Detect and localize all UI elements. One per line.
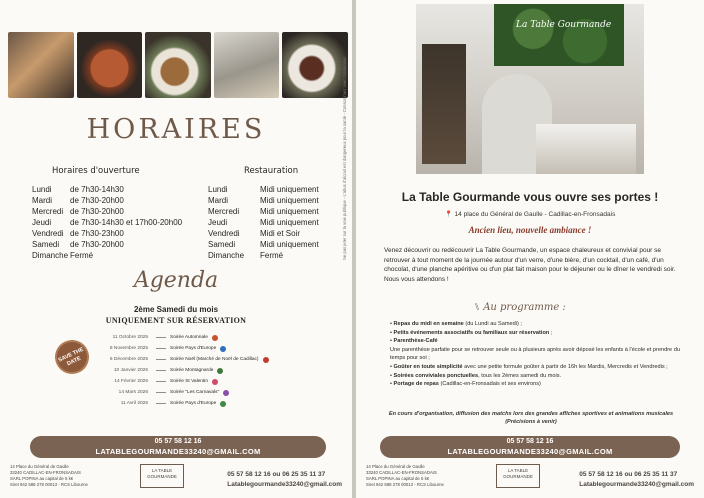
programme-item: [390, 346, 680, 363]
programme-item-title: Petits événements associatifs ou familiaux sur réservation: [393, 329, 550, 336]
event-row: [100, 354, 290, 365]
programme-item-text: (Cadillac-en-Fronsadais et ses environs): [438, 381, 541, 388]
programme-item-text: avec une petite formule goûter à partir de 16h les Mardis, Mercredis et Vendredis ;: [462, 363, 668, 370]
green-wall: [494, 4, 624, 66]
event-row: [100, 332, 290, 343]
programme-list: [390, 320, 680, 389]
footer-contact: [579, 470, 694, 490]
event-separator: [156, 370, 166, 371]
event-date: 11 Avril 2026: [120, 401, 148, 406]
contact-banner: [30, 436, 326, 458]
event-date: 14 Février 2026: [114, 379, 148, 384]
event-row: [100, 376, 290, 387]
photo-dish: [282, 32, 348, 98]
programme-item-text: ;: [549, 329, 553, 336]
schedule-day: Lundi: [32, 185, 52, 194]
opening-hours-list: [32, 184, 182, 261]
schedule-hours: de 7h30-20h00: [70, 207, 124, 216]
email-address[interactable]: LATABLEGOURMANDE33240@GMAIL.COM: [447, 447, 613, 456]
schedule-day: Jeudi: [208, 218, 228, 227]
programme-item-title: Goûter en toute simplicité: [393, 363, 463, 370]
footer-address: [10, 464, 88, 488]
programme-item-title: Repas du midi en semaine: [393, 321, 464, 327]
opening-hours-title: Horaires d'ouverture: [52, 166, 140, 176]
programme-item-title: Portage de repas: [393, 381, 439, 388]
footer: [0, 464, 352, 498]
footer-email[interactable]: Latablegourmande33240@gmail.com: [579, 481, 694, 488]
schedule-row: [32, 195, 182, 206]
event-separator: [156, 381, 166, 382]
programme-item-text: , tous les 2èmes samedi du mois.: [478, 372, 562, 379]
schedule-row: [208, 228, 319, 239]
schedule-hours: Midi uniquement: [260, 240, 319, 249]
schedule-hours: de 7h30-14h30: [70, 185, 124, 194]
schedule-row: [32, 206, 182, 217]
address-line: 14 Place du Général de Gaulle: [10, 464, 69, 469]
schedule-hours: de 7h30-23h00: [70, 229, 124, 238]
address-line: Siret 942 588 278 00013 - RCS Libourne: [366, 482, 444, 487]
contact-banner: [380, 436, 680, 458]
event-date: 14 Mars 2026: [118, 390, 148, 395]
schedule-row: [32, 250, 182, 261]
phone-number[interactable]: 05 57 58 12 16: [154, 438, 202, 445]
agenda-subtitle: 2ème Samedi du mois: [133, 305, 219, 314]
footer: [356, 464, 704, 498]
restaurant-hours-list: [208, 184, 319, 261]
schedule-hours: Midi uniquement: [260, 185, 319, 194]
schedule-hours: Midi uniquement: [260, 218, 319, 227]
photo-plate: [145, 32, 211, 98]
address-line: SARL POPINA au capital de 5 k€: [366, 476, 430, 481]
schedule-day: Jeudi: [32, 218, 52, 227]
schedule-hours: Fermé: [70, 251, 94, 260]
horaires-title: HORAIRES: [86, 114, 266, 145]
schedule-day: Dimanche: [32, 251, 69, 260]
hero-photo: [416, 4, 644, 174]
schedule-hours: de 7h30-20h00: [70, 196, 124, 205]
event-separator: [156, 359, 166, 360]
save-the-date-stamp: SAVE THE DATE: [49, 334, 94, 379]
address-line: 33240 CADILLAC-EN-FRONSADAIS: [366, 470, 437, 475]
event-date: 6 Décembre 2025: [109, 357, 148, 362]
schedule-row: [208, 239, 319, 250]
address-line: SARL POPINA au capital de 5 k€: [10, 476, 74, 481]
schedule-hours: Midi uniquement: [260, 196, 319, 205]
footer-contact: [227, 470, 342, 490]
event-date: 8 Novembre 2025: [109, 346, 148, 351]
address-line: 14 Place du Général de Gaulle: [366, 464, 425, 469]
event-date: 11 Octobre 2025: [112, 335, 148, 340]
photo-dining-room: [214, 32, 280, 98]
schedule-row: [208, 217, 319, 228]
agenda-title: Agenda: [133, 268, 219, 293]
schedule-row: [32, 184, 182, 195]
schedule-hours: de 7h30-20h00: [70, 240, 124, 249]
event-row: [100, 398, 290, 409]
phone-number[interactable]: 05 57 58 12 16: [506, 438, 554, 445]
right-page: [356, 0, 704, 498]
event-name: Soirée Pays d'Europe: [170, 401, 217, 406]
schedule-day: Mercredi: [32, 207, 64, 216]
photo-strip: [8, 32, 348, 98]
footer-phones[interactable]: 05 57 58 12 16 ou 06 25 35 11 37: [227, 471, 326, 478]
event-name: Soirée Pays d'Europe: [170, 346, 217, 351]
event-icon: [263, 357, 269, 363]
address-text: 14 place du Général de Gaulle - Cadillac-en-Fronsadais: [454, 211, 616, 218]
programme-item: • Soirées conviviales ponctuelles, tous les 2èmes samedi du mois.: [390, 372, 562, 379]
programme-item: • Parenthèse-Café: [390, 338, 438, 345]
pin-icon: 📍: [444, 211, 453, 218]
upcoming-note: En cours d'organisation, diffusion des matchs lors des grandes affiches sportives et animations musicales (Précisions à venir): [388, 411, 674, 425]
photo-pizza: [77, 32, 143, 98]
programme-item-title: Parenthèse-Café: [393, 338, 438, 345]
cutlery-icon: ⑊: [474, 302, 480, 313]
event-separator: [156, 403, 166, 404]
event-icon: [217, 368, 223, 374]
event-separator: [156, 348, 166, 349]
event-icon: [220, 401, 226, 407]
event-name: Soirée Automnale: [170, 335, 208, 340]
programme-title-text: Au programme :: [483, 302, 566, 313]
schedule-hours: Midi et Soir: [260, 229, 301, 238]
programme-item: • Goûter en toute simplicité avec une petite formule goûter à partir de 16h les Mardis, Mercredis et Vendredis ;: [390, 363, 668, 370]
footer-logo: LA TABLE GOURMANDE: [140, 464, 184, 488]
programme-title: [474, 302, 566, 313]
restaurant-hours-title: Restauration: [244, 166, 299, 176]
schedule-day: Samedi: [208, 240, 236, 249]
programme-item: • Repas du midi en semaine (du Lundi au Samedi) ;: [390, 321, 522, 327]
schedule-hours: Midi uniquement: [260, 207, 319, 216]
footer-address: [366, 464, 444, 488]
event-row: [100, 365, 290, 376]
event-name: Soirée Montagnarde: [170, 368, 214, 373]
event-icon: [212, 335, 218, 341]
event-separator: [156, 337, 166, 338]
event-row: [100, 387, 290, 398]
address-line: 33240 CADILLAC-EN-FRONSADAIS: [10, 470, 81, 475]
schedule-hours: Fermé: [260, 251, 284, 260]
schedule-row: [32, 228, 182, 239]
programme-item-title: Soirées conviviales ponctuelles: [393, 372, 479, 379]
programme-item: • Petits événements associatifs ou familiaux sur réservation ;: [390, 329, 553, 336]
wine-shelf: [422, 44, 466, 164]
event-separator: [156, 392, 166, 393]
photo-cocktail: [8, 32, 74, 98]
schedule-day: Mardi: [208, 196, 229, 205]
event-name: Soirée St Valentin: [170, 379, 209, 384]
welcome-title: La Table Gourmande vous ouvre ses portes !: [401, 190, 659, 204]
schedule-day: Dimanche: [208, 251, 245, 260]
schedule-row: [32, 239, 182, 250]
hero-sign: La Table Gourmande: [516, 20, 612, 30]
event-name: Soirée Noël (Marché de Noël de Cadillac): [170, 357, 259, 362]
address-line: [356, 210, 704, 218]
footer-phones[interactable]: 05 57 58 12 16 ou 06 25 35 11 37: [579, 471, 678, 478]
table: [536, 124, 636, 174]
schedule-day: Mercredi: [208, 207, 240, 216]
event-row: [100, 343, 290, 354]
legal-vertical-note: Ne pas jeter sur la voie publique - L'abus d'alcool est dangereux pour la santé - Consommez avec modération: [342, 56, 347, 260]
events-list: [100, 332, 290, 409]
schedule-day: Mardi: [32, 196, 53, 205]
footer-email[interactable]: Latablegourmande33240@gmail.com: [227, 481, 342, 488]
schedule-hours: de 7h30-14h30 et 17h00-20h00: [70, 218, 183, 227]
schedule-row: [208, 206, 319, 217]
address-line: Siret 942 588 278 00013 - RCS Libourne: [10, 482, 88, 487]
event-date: 10 Janvier 2026: [113, 368, 148, 373]
event-name: Soirée "Les Carnavals": [170, 390, 220, 395]
event-icon: [223, 390, 229, 396]
intro-paragraph: Venez découvrir ou redécouvrir La Table Gourmande, un espace chaleureux et convivial pour se retrouver à tout moment de la journée autour d'un verre, d'une bière, d'un cocktail, d'un café, d'un chocolat, d'une planche apéritive ou d'un plat fait maison pour le déjeuner ou le dîner le vendredi soir. Nous vous attendons !: [384, 247, 676, 283]
programme-item: • Portage de repas (Cadillac-en-Fronsadais et ses environs): [390, 381, 541, 388]
email-address[interactable]: LATABLEGOURMANDE33240@GMAIL.COM: [95, 447, 261, 456]
schedule-row: [208, 250, 319, 261]
schedule-row: [208, 184, 319, 195]
event-icon: [220, 346, 226, 352]
schedule-day: Vendredi: [32, 229, 64, 238]
programme-item-text: (du Lundi au Samedi) ;: [463, 321, 522, 327]
agenda-reservation-note: UNIQUEMENT SUR RÉSERVATION: [105, 316, 247, 325]
event-icon: [212, 379, 218, 385]
schedule-row: [32, 217, 182, 228]
footer-logo: LA TABLE GOURMANDE: [496, 464, 540, 488]
schedule-day: Vendredi: [208, 229, 240, 238]
schedule-day: Lundi: [208, 185, 228, 194]
schedule-row: [208, 195, 319, 206]
schedule-day: Samedi: [32, 240, 60, 249]
ambiance-subtitle: Ancien lieu, nouvelle ambiance !: [468, 225, 592, 235]
programme-item-text: Une parenthèse parfaite pour se retrouver seule ou à plusieurs après avoir déposé les enfants à l'école et prendre du temps pour soi ;: [390, 346, 680, 362]
